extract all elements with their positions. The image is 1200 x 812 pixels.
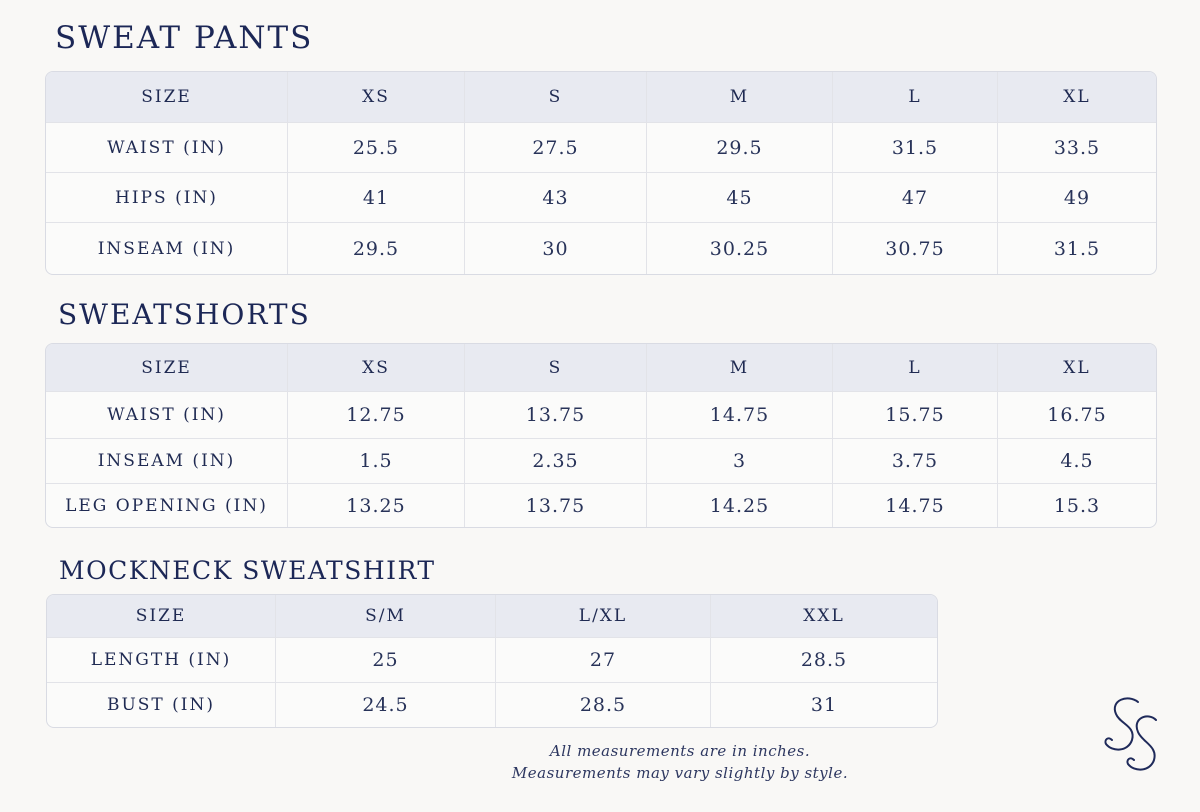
sweat-pants-title: SWEAT PANTS xyxy=(55,20,314,56)
table-row xyxy=(46,123,1156,173)
sweat-pants-size-table xyxy=(45,71,1157,275)
table-cell: 45 xyxy=(647,173,833,223)
table-cell: 29.5 xyxy=(288,223,465,274)
column-header: XL xyxy=(998,344,1156,392)
table-cell: 13.25 xyxy=(288,484,465,527)
table-cell: 30.75 xyxy=(833,223,998,274)
table-row xyxy=(46,173,1156,223)
column-header: XL xyxy=(998,72,1156,123)
table-cell: 41 xyxy=(288,173,465,223)
table-cell: 31.5 xyxy=(1053,237,1101,260)
table-cell: 27 xyxy=(496,638,711,683)
column-header: L/XL xyxy=(496,595,711,638)
table-cell: 27.5 xyxy=(465,123,647,173)
table-header-row xyxy=(47,595,937,638)
column-header: SIZE xyxy=(46,72,288,123)
column-header: S/M xyxy=(276,595,496,638)
column-header: XS xyxy=(288,344,465,392)
ss-monogram-icon xyxy=(1098,690,1168,780)
table-cell: 14.75 xyxy=(833,484,998,527)
mockneck-sweatshirt-title: MOCKNECK SWEATSHIRT xyxy=(59,556,436,585)
column-header: SIZE xyxy=(47,595,276,638)
column-header: XXL xyxy=(711,595,937,638)
table-cell: 47 xyxy=(833,173,998,223)
table-cell: 3 xyxy=(647,439,833,484)
table-cell: 15.75 xyxy=(833,392,998,439)
table-cell: 4.5 xyxy=(998,439,1156,484)
column-header: L xyxy=(833,72,998,123)
table-cell: 14.25 xyxy=(647,484,833,527)
table-cell: 25.5 xyxy=(288,123,465,173)
row-label: WAIST (IN) xyxy=(46,123,288,173)
table-row xyxy=(47,683,937,727)
table-cell: 28.5 xyxy=(711,638,937,683)
row-label: LENGTH (IN) xyxy=(47,638,276,683)
sweatshorts-title: SWEATSHORTS xyxy=(58,298,311,331)
row-label: HIPS (IN) xyxy=(46,173,288,223)
table-header-row xyxy=(46,344,1156,392)
mockneck-sweatshirt-size-table xyxy=(46,594,938,728)
table-cell: 12.75 xyxy=(288,392,465,439)
footnote-variation: Measurements may vary slightly by style. xyxy=(511,764,849,782)
sweatshorts-size-table xyxy=(45,343,1157,528)
table-cell: 13.75 xyxy=(465,484,647,527)
column-header: SIZE xyxy=(46,344,288,392)
table-cell: 49 xyxy=(998,173,1156,223)
column-header: S xyxy=(465,344,647,392)
table-row xyxy=(46,392,1156,439)
table-cell: 30.25 xyxy=(647,223,833,274)
table-cell: 31.5 xyxy=(833,123,998,173)
table-cell: 25 xyxy=(276,638,496,683)
table-cell: 31 xyxy=(810,694,838,716)
footnote-units: All measurements are in inches. xyxy=(549,742,811,760)
table-cell: 30 xyxy=(465,223,647,274)
column-header: XS xyxy=(288,72,465,123)
table-cell: 3.75 xyxy=(833,439,998,484)
table-row xyxy=(46,484,1156,527)
table-cell: 13.75 xyxy=(465,392,647,439)
column-header: S xyxy=(465,72,647,123)
row-label: INSEAM (IN) xyxy=(46,439,288,484)
table-cell: 14.75 xyxy=(647,392,833,439)
table-cell: 16.75 xyxy=(998,392,1156,439)
table-row xyxy=(47,638,937,683)
table-cell: 43 xyxy=(465,173,647,223)
table-cell: 24.5 xyxy=(276,683,496,727)
table-row xyxy=(46,439,1156,484)
table-cell: 2.35 xyxy=(465,439,647,484)
column-header: L xyxy=(833,344,998,392)
table-row xyxy=(46,223,1156,274)
table-cell: 28.5 xyxy=(496,683,711,727)
row-label: BUST (IN) xyxy=(47,683,276,727)
row-label: INSEAM (IN) xyxy=(46,223,288,274)
row-label: WAIST (IN) xyxy=(46,392,288,439)
table-cell: 33.5 xyxy=(998,123,1156,173)
row-label: LEG OPENING (IN) xyxy=(46,484,288,527)
table-cell: 15.3 xyxy=(1053,494,1101,517)
table-header-row xyxy=(46,72,1156,123)
column-header: M xyxy=(647,72,833,123)
column-header: M xyxy=(647,344,833,392)
table-cell: 1.5 xyxy=(288,439,465,484)
table-cell: 29.5 xyxy=(647,123,833,173)
